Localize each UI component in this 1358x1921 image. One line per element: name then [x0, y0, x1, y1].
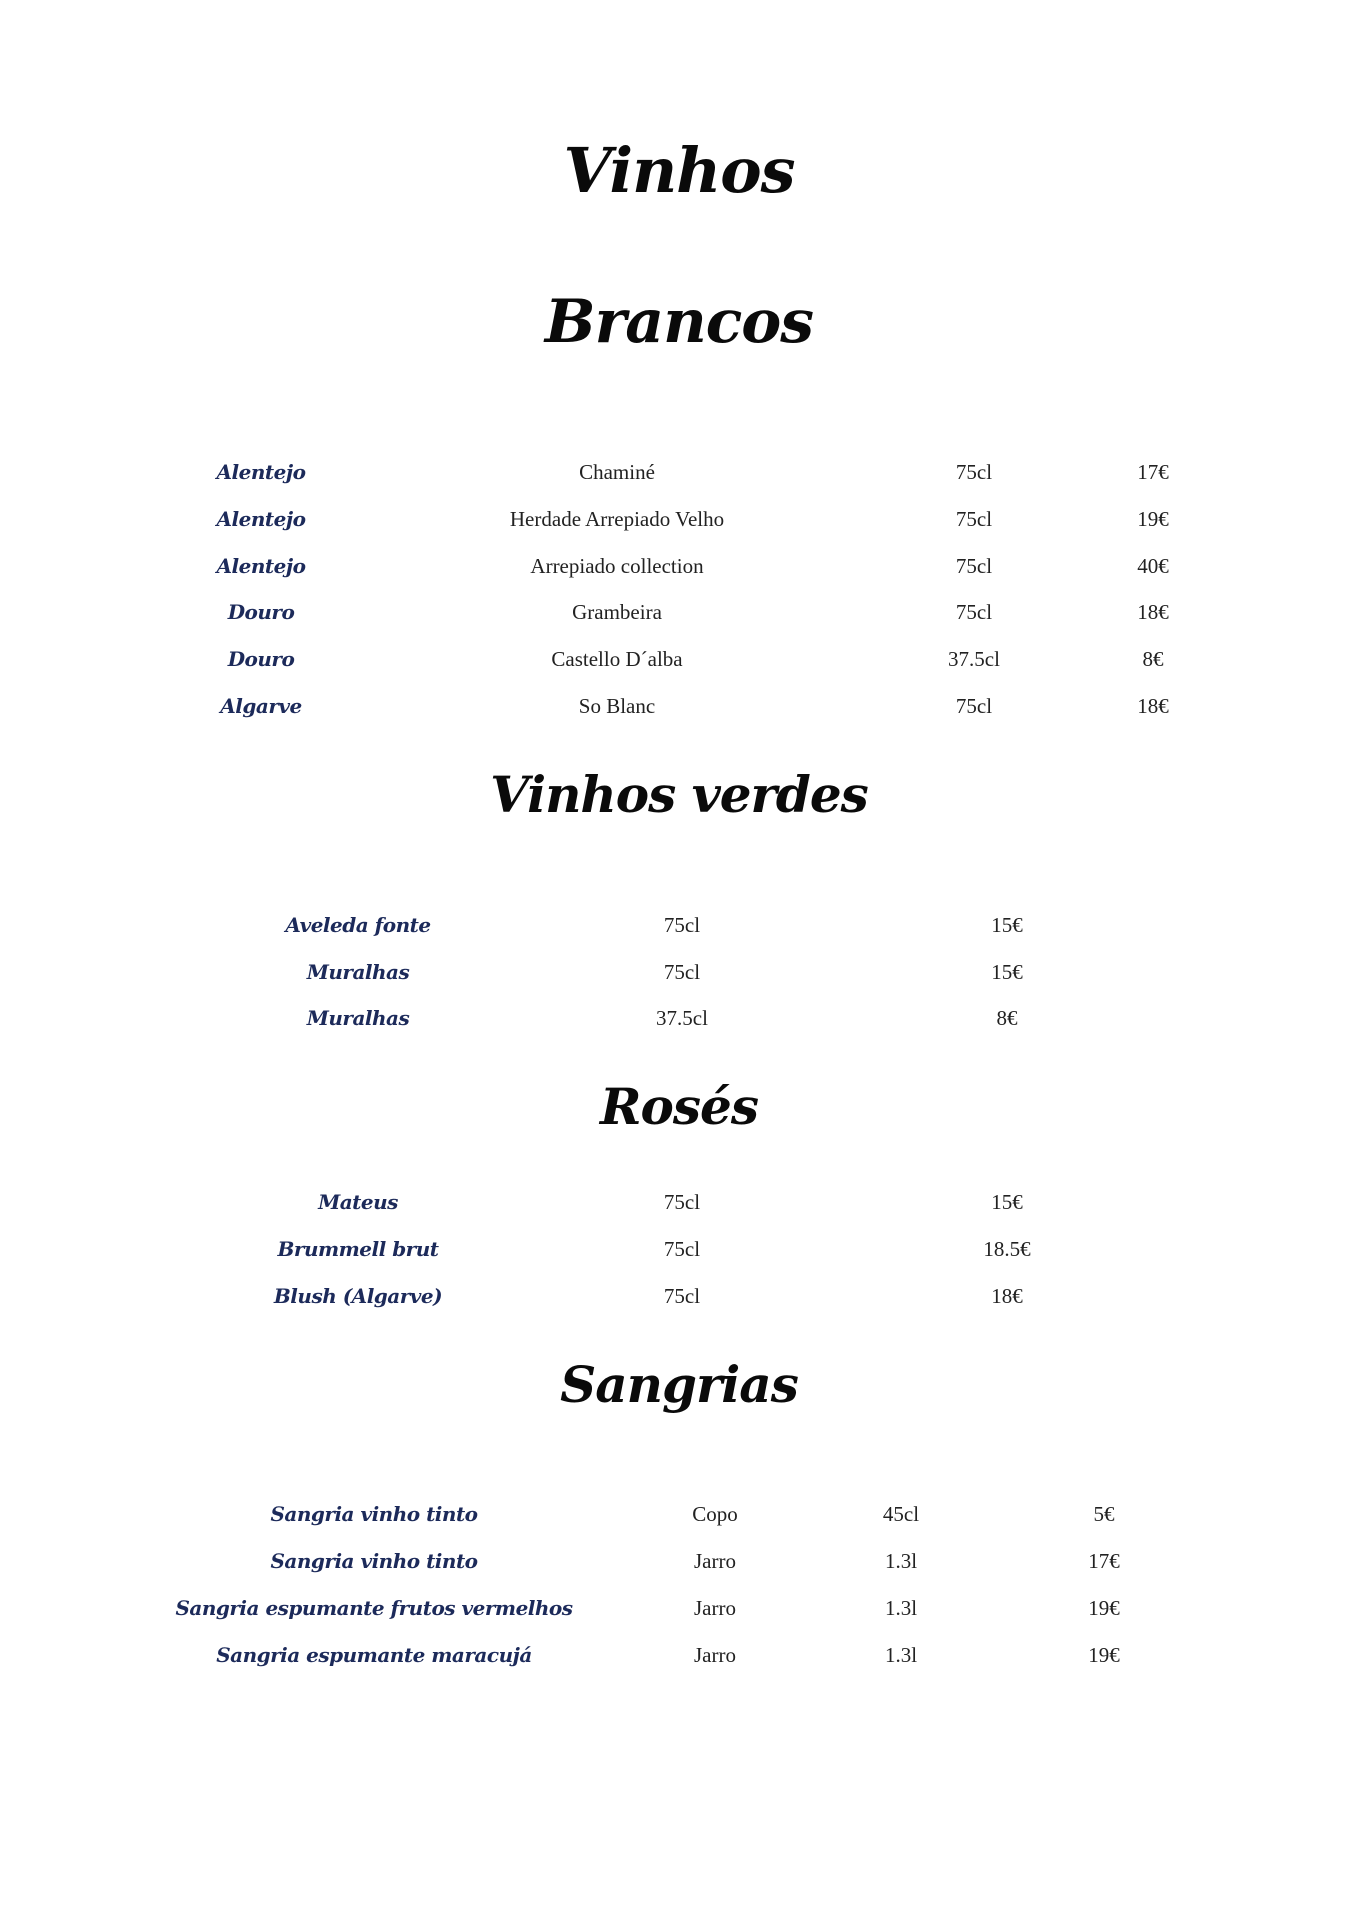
wine-price: 18€	[991, 1284, 1023, 1308]
wine-name: Brummell brut	[277, 1237, 439, 1261]
wine-region: Alentejo	[216, 554, 306, 578]
wine-name: Aveleda fonte	[285, 913, 431, 937]
section-heading-vinhos-verdes: Vinhos verdes	[490, 765, 868, 824]
sangria-serving: Jarro	[694, 1549, 736, 1573]
wine-size: 75cl	[955, 554, 993, 578]
sangria-price: 19€	[1088, 1643, 1120, 1667]
sangria-name: Sangria espumante maracujá	[216, 1643, 532, 1667]
wine-name: Chaminé	[579, 460, 655, 484]
wine-price: 15€	[991, 1190, 1023, 1214]
section-heading-brancos: Brancos	[544, 287, 814, 357]
wine-price: 8€	[1142, 647, 1164, 671]
sangria-size: 45cl	[882, 1502, 920, 1526]
wine-size: 75cl	[663, 1284, 701, 1308]
wine-size: 75cl	[663, 1190, 701, 1214]
wine-price: 17€	[1137, 460, 1169, 484]
sangria-name: Sangria espumante frutos vermelhos	[175, 1596, 573, 1620]
wine-name: Castello D´alba	[551, 647, 683, 671]
wine-price: 18.5€	[983, 1237, 1031, 1261]
wine-region: Douro	[227, 600, 295, 624]
wine-size: 75cl	[663, 1237, 701, 1261]
wine-price: 18€	[1137, 600, 1169, 624]
sangria-price: 17€	[1088, 1549, 1120, 1573]
sangria-price: 19€	[1088, 1596, 1120, 1620]
wine-name: Herdade Arrepiado Velho	[509, 507, 725, 531]
wine-size: 37.5cl	[948, 647, 1000, 671]
wine-size: 75cl	[955, 694, 993, 718]
wine-size: 75cl	[955, 460, 993, 484]
wine-name: Grambeira	[572, 600, 662, 624]
wine-size: 75cl	[663, 913, 701, 937]
wine-price: 8€	[996, 1006, 1018, 1030]
section-heading-roses: Rosés	[599, 1077, 758, 1136]
wine-price: 19€	[1137, 507, 1169, 531]
sangria-price: 5€	[1093, 1502, 1115, 1526]
wine-price: 15€	[991, 960, 1023, 984]
wine-name: Blush (Algarve)	[273, 1284, 443, 1308]
wine-name: Mateus	[318, 1190, 398, 1214]
wine-price: 40€	[1137, 554, 1169, 578]
wine-region: Algarve	[220, 694, 302, 718]
wine-region: Douro	[227, 647, 295, 671]
wine-size: 75cl	[955, 600, 993, 624]
wine-name: Muralhas	[306, 1006, 410, 1030]
sangria-size: 1.3l	[884, 1643, 918, 1667]
wine-price: 18€	[1137, 694, 1169, 718]
wine-name: Muralhas	[306, 960, 410, 984]
wine-size: 75cl	[663, 960, 701, 984]
sangria-size: 1.3l	[884, 1596, 918, 1620]
wine-region: Alentejo	[216, 507, 306, 531]
sangria-serving: Jarro	[694, 1643, 736, 1667]
wine-price: 15€	[991, 913, 1023, 937]
wine-region: Alentejo	[216, 460, 306, 484]
wine-size: 75cl	[955, 507, 993, 531]
wine-name: Arrepiado collection	[530, 554, 704, 578]
sangria-size: 1.3l	[884, 1549, 918, 1573]
sangria-serving: Copo	[692, 1502, 738, 1526]
section-heading-sangrias: Sangrias	[560, 1355, 798, 1414]
wine-size: 37.5cl	[656, 1006, 708, 1030]
page-title: Vinhos	[563, 134, 795, 207]
sangria-serving: Jarro	[694, 1596, 736, 1620]
sangria-name: Sangria vinho tinto	[270, 1502, 478, 1526]
sangria-name: Sangria vinho tinto	[270, 1549, 478, 1573]
wine-name: So Blanc	[578, 694, 656, 718]
